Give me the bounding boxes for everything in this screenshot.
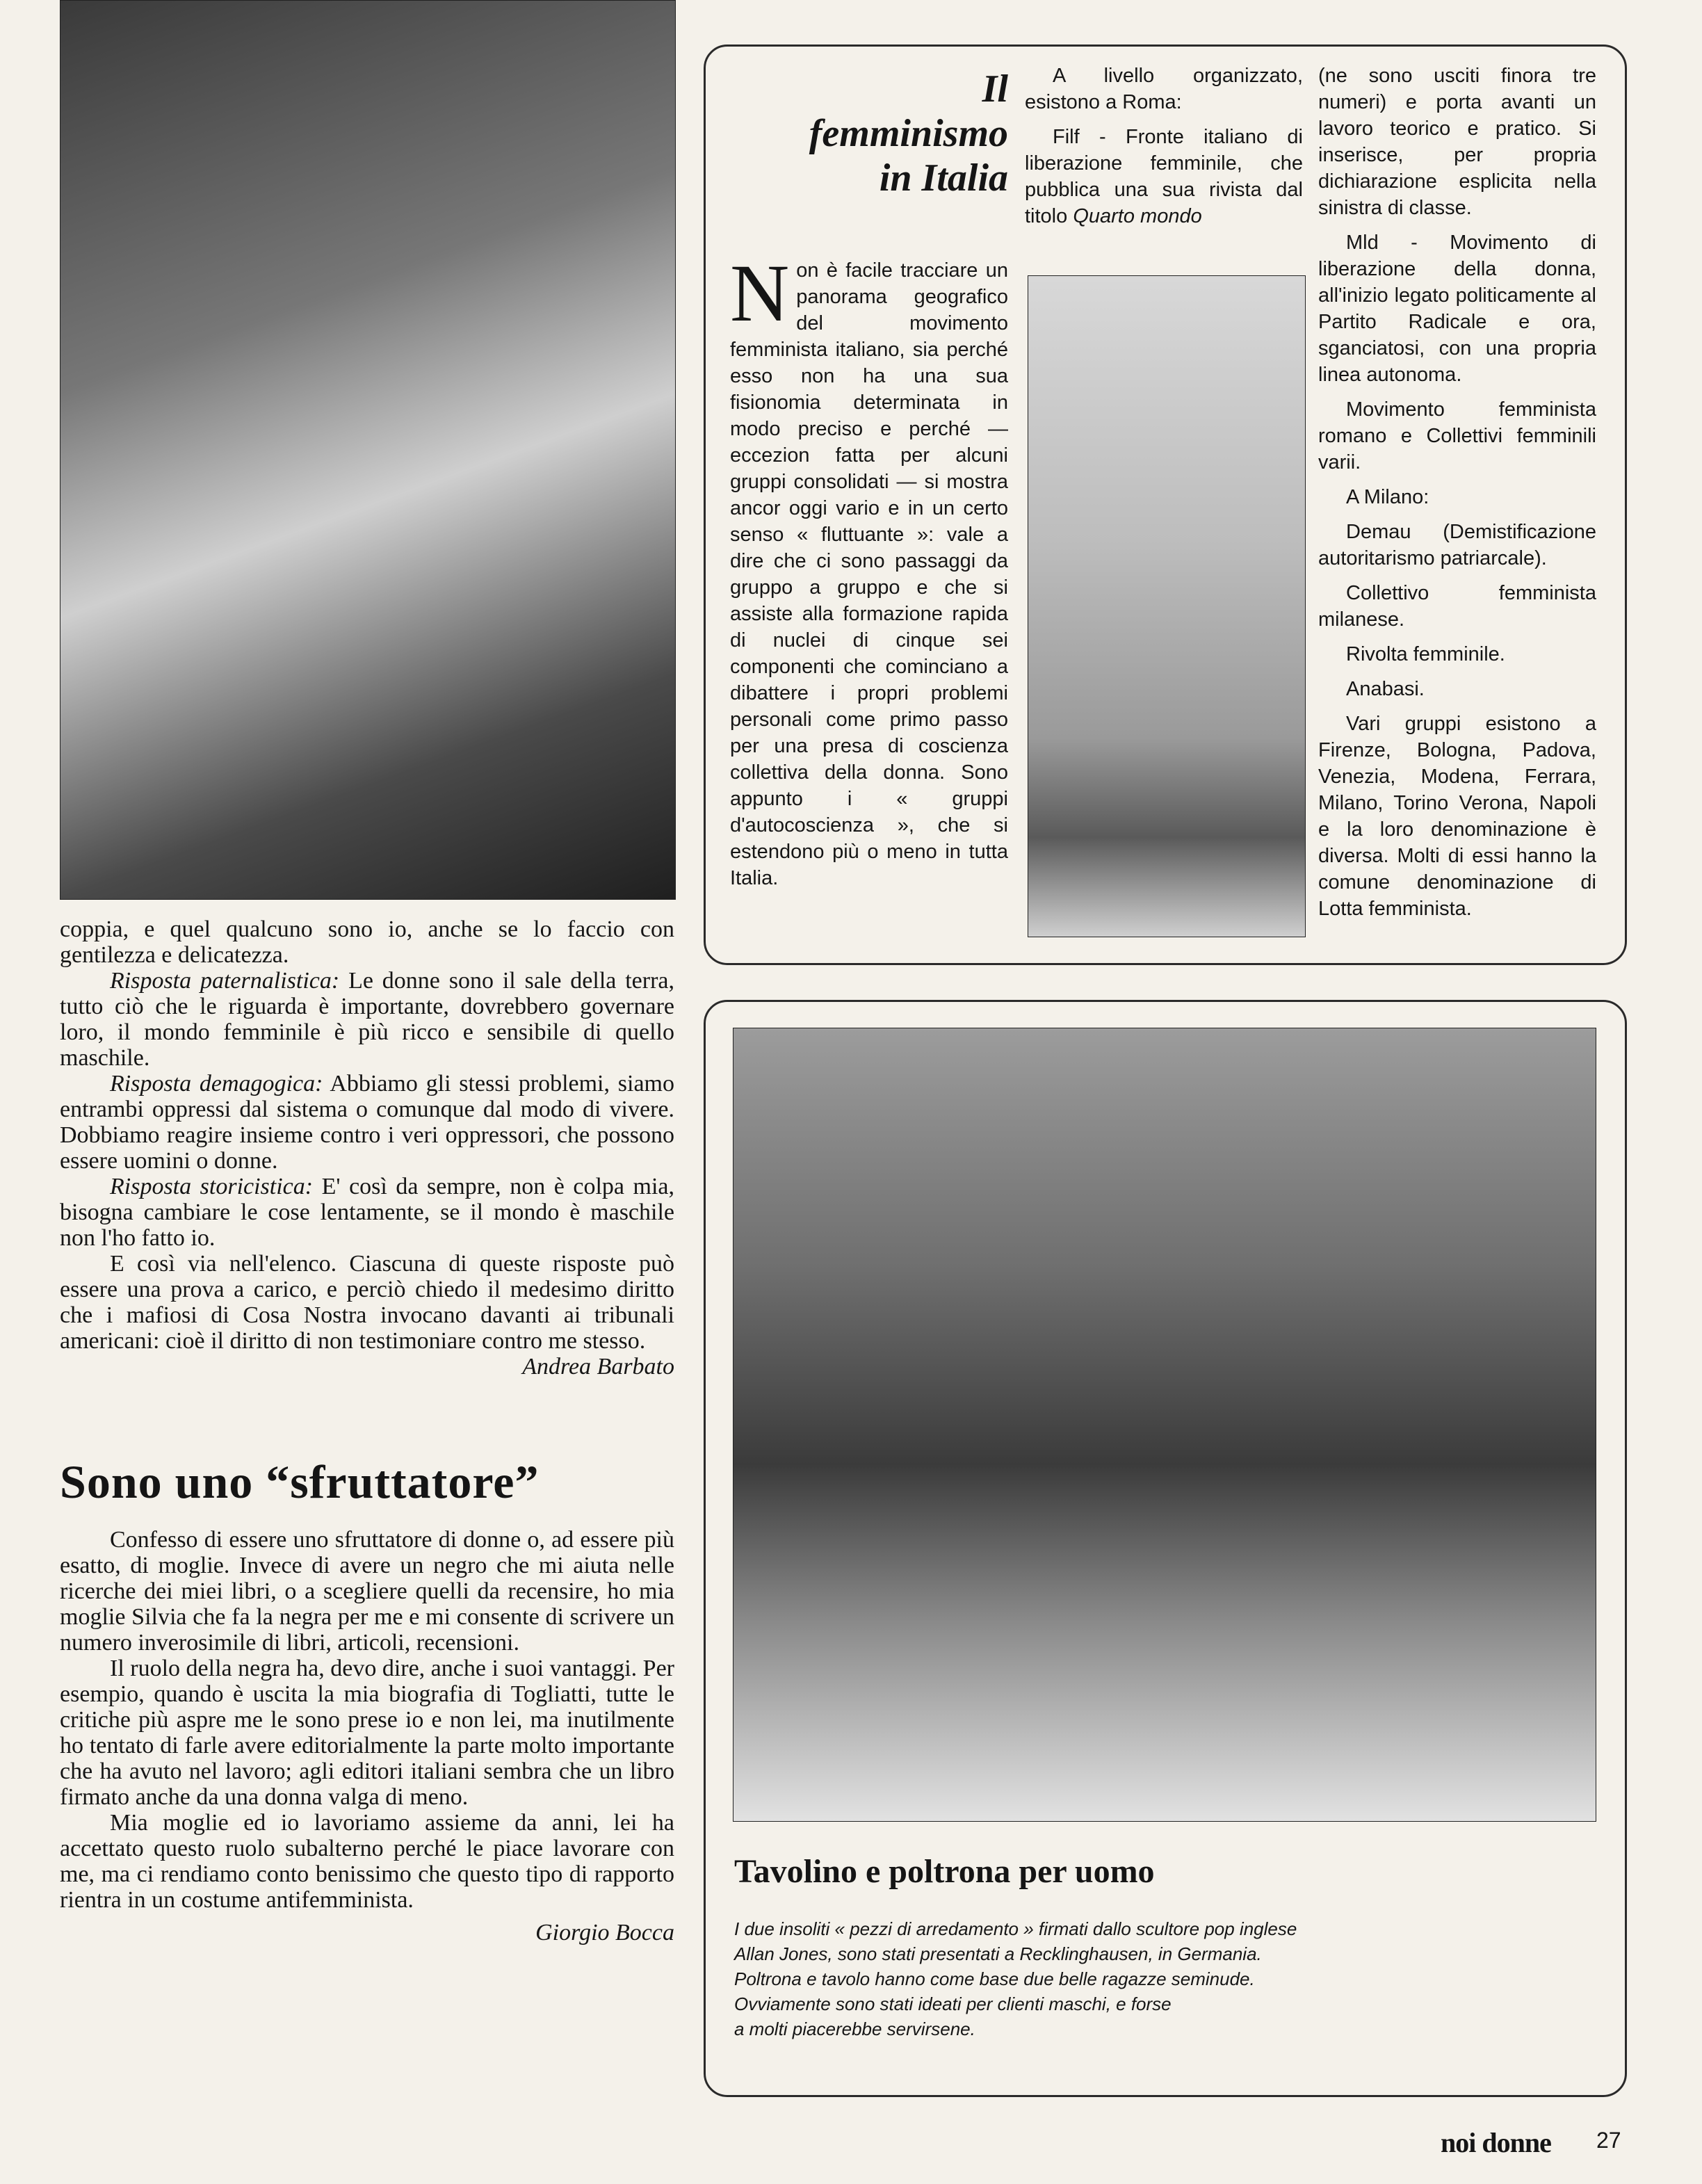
article-sfruttatore (60, 1527, 674, 1946)
feminism-column-c (1318, 63, 1596, 930)
anabasi-entry: Anabasi. (1346, 678, 1425, 700)
magazine-title: Quarto mondo (1073, 205, 1202, 227)
filf-text: Filf - Fronte italiano di liberazione femminile, che pubblica una sua rivista dal titolo (1025, 126, 1303, 227)
signature-barbato: Andrea Barbato (522, 1354, 674, 1380)
label-storicistica: Risposta storicistica: (110, 1174, 314, 1199)
other-cities-entry: Vari gruppi esistono a Firenze, Bologna, Padova, Venezia, Modena, Ferrara, Milano, Torino Verona, Napoli e la loro denominazione è diversa. Molti di essi hanno la comune denominazione di Lotta femminista. (1318, 713, 1596, 920)
paragraph-storicistica (60, 1174, 674, 1251)
mld-entry: Mld - Movimento di liberazione della donna, all'inizio legato politicamente al Partito Radicale e ora, sganciatosi, con una propria linea autonoma. (1318, 232, 1596, 386)
caption-line: Ovviamente sono stati ideati per clienti maschi, e forse (734, 1993, 1172, 2014)
title-line: Il (982, 67, 1008, 111)
intro-text: on è facile tracciare un panorama geografico del movimento femminista italiano, sia perché esso non ha una sua fisionomia determinata in modo preciso e perché — eccezion fatta per alcuni gruppi consolidati — si mostra ancor oggi vario e in un certo senso « fluttuante »: vale a dire che ci sono passaggi da gruppo a gruppo e che si assiste alla formazione rapida di nuclei di cinque sei componenti che cominciano a dibattere i propri problemi personali come primo passo per una presa di coscienza collettiva della donna. Sono appunto i « gruppi d'autocoscienza », che si estendono più o meno in tutta Italia. (730, 259, 1008, 889)
paragraph-elenco: E così via nell'elenco. Ciascuna di queste risposte può essere una prova a carico, e perciò chiedo il medesimo diritto che i mafiosi di Cosa Nostra invocano davanti ai tribunali americani: cioè il diritto di non testimoniare contro me stesso. (60, 1251, 674, 1354)
text-demagogica: Abbiamo gli stessi problemi, siamo entrambi oppressi dal sistema o comunque dal modo di vivere. Dobbiamo reagire insieme contro i veri oppressori, che possono essere uomini o donne. (60, 1071, 674, 1174)
milano-heading: A Milano: (1346, 486, 1429, 508)
paragraph-paternalistica (60, 968, 674, 1071)
caption-line: I due insoliti « pezzi di arredamento » firmati dallo scultore pop inglese (734, 1918, 1297, 1939)
title-line: femminismo (809, 112, 1008, 155)
feminism-column-a (730, 248, 1008, 891)
photo-women-drinking (60, 0, 676, 900)
photo-falling-bra (1028, 275, 1306, 937)
text-paternalistica: Le donne sono il sale della terra, tutto ciò che le riguarda è importante, dovrebbero governare loro, il mondo femminile è più ricco e sensibile di quello maschile. (60, 968, 675, 1071)
furniture-caption (734, 1916, 1471, 2041)
movimento-romano-entry: Movimento femminista romano e Collettivi femminili varii. (1318, 398, 1596, 474)
title-line: in Italia (879, 156, 1008, 200)
signature-bocca: Giorgio Bocca (535, 1920, 674, 1946)
feminism-title (737, 67, 1008, 200)
caption-line: a molti piacerebbe servirsene. (734, 2019, 975, 2039)
page-number: 27 (1596, 2128, 1621, 2153)
collettivo-entry: Collettivo femminista milanese. (1318, 582, 1596, 631)
magazine-brand: noi donne (1441, 2127, 1551, 2158)
text-storicistica: E' così da sempre, non è colpa mia, bisogna cambiare le cose lentamente, se il mondo è maschile non l'ho fatto io. (60, 1174, 675, 1251)
paragraph-demagogica (60, 1071, 674, 1174)
left-column-article (60, 916, 674, 1380)
roma-intro: A livello organizzato, esistono a Roma: (1025, 65, 1303, 113)
caption-line: Poltrona e tavolo hanno come base due belle ragazze seminude. (734, 1968, 1255, 1989)
drop-cap: N (730, 248, 790, 339)
heading-tavolino: Tavolino e poltrona per uomo (734, 1853, 1155, 1890)
label-demagogica: Risposta demagogica: (110, 1071, 323, 1097)
article2-paragraph: Il ruolo della negra ha, devo dire, anche i suoi vantaggi. Per esempio, quando è uscita la mia biografia di Togliatti, tutte le critiche più aspre me le sono prese io e non lei, ma inutilmente ho tentato di farle avere editorialmente la parte molto importante che ha avuto nel lavoro; agli editori italiani sembra che un libro firmato anche da una donna valga di meno. (60, 1656, 674, 1810)
paragraph-continuation: coppia, e quel qualcuno sono io, anche se lo faccio con gentilezza e delicatezza. (60, 916, 674, 968)
feminism-column-b (1025, 63, 1303, 238)
label-paternalistica: Risposta paternalistica: (110, 968, 340, 994)
article2-paragraph: Confesso di essere uno sfruttatore di donne o, ad essere più esatto, di moglie. Invece di avere un negro che mi aiuta nelle ricerche dei miei libri, o a scegliere quelli da recensire, ho mia moglie Silvia che fa la negra per me e mi consente di scrivere un numero inverosimile di libri, articoli, recensioni. (60, 1527, 674, 1656)
filf-entry (1025, 124, 1303, 229)
caption-line: Allan Jones, sono stati presentati a Recklinghausen, in Germania. (734, 1943, 1262, 1964)
heading-sfruttatore: Sono uno “sfruttatore” (60, 1455, 540, 1508)
rivolta-entry: Rivolta femminile. (1346, 643, 1505, 665)
photo-furniture-sculpture (733, 1028, 1596, 1822)
demau-entry: Demau (Demistificazione autoritarismo patriarcale). (1318, 521, 1596, 569)
article2-paragraph: Mia moglie ed io lavoriamo assieme da anni, lei ha accettato questo ruolo subalterno perché le piace lavorare con me, ma ci rendiamo conto benissimo che questo tipo di rapporto rientra in un costume antifemminista. (60, 1810, 674, 1913)
filf-continuation: (ne sono usciti finora tre numeri) e porta avanti un lavoro teorico e pratico. Si inserisce, per propria dichiarazione esplicita nella sinistra di classe. (1318, 65, 1596, 219)
